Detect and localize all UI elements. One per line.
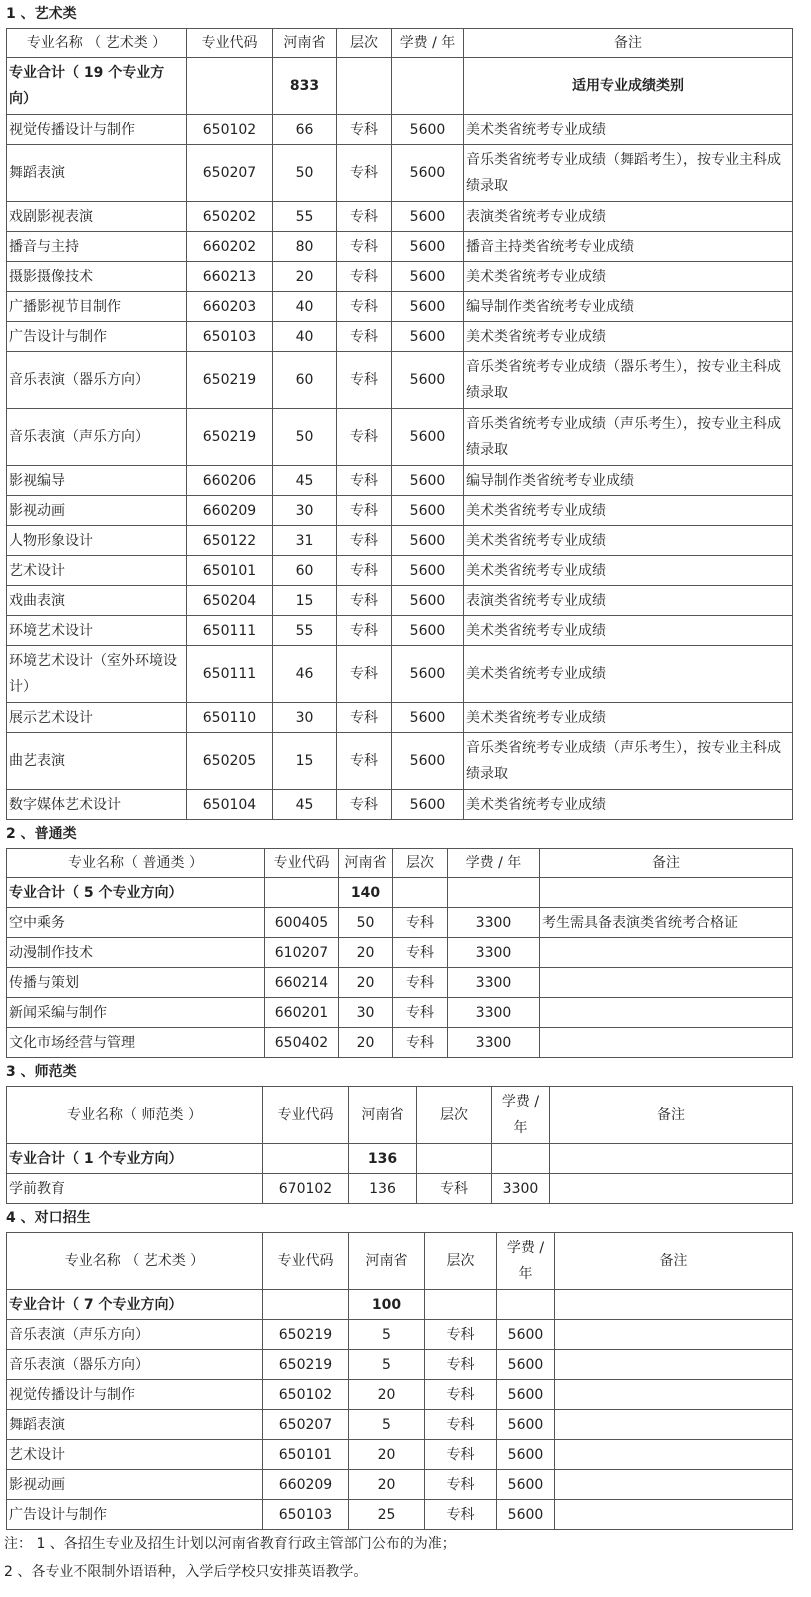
major-name: 展示艺术设计: [7, 703, 187, 733]
major-name: 传播与策划: [7, 968, 265, 998]
major-code: 650207: [187, 145, 273, 202]
level: 专科: [393, 908, 448, 938]
major-name: 环境艺术设计: [7, 616, 187, 646]
table-row: [7, 908, 793, 938]
remark: 表演类省统考专业成绩: [464, 202, 793, 232]
remark: 考生需具备表演类省统考合格证: [540, 908, 793, 938]
tuition-fee: 5600: [392, 352, 464, 409]
level: 专科: [337, 526, 392, 556]
tuition-fee: 5600: [392, 232, 464, 262]
level: 专科: [337, 409, 392, 466]
henan-quota: 50: [273, 409, 337, 466]
remark: 美术类省统考专业成绩: [464, 496, 793, 526]
henan-quota: 136: [349, 1174, 417, 1204]
level: 专科: [337, 496, 392, 526]
header-level: 层次: [417, 1087, 492, 1144]
header-code: 专业代码: [263, 1087, 349, 1144]
tuition-fee: 5600: [392, 790, 464, 820]
total-row: [7, 1290, 793, 1320]
table-row: [7, 496, 793, 526]
tuition-fee: 5600: [392, 145, 464, 202]
header-row: [7, 849, 793, 878]
remark: [540, 968, 793, 998]
major-name: 广告设计与制作: [7, 322, 187, 352]
major-code: 660209: [263, 1470, 349, 1500]
henan-quota: 40: [273, 322, 337, 352]
major-code: 650219: [187, 409, 273, 466]
section-title-general: 2 、普通类: [6, 826, 77, 842]
major-code: 650207: [263, 1410, 349, 1440]
table-row: [7, 586, 793, 616]
footnote-2: 2 、各专业不限制外语语种，入学后学校只安排英语教学。: [4, 1564, 368, 1580]
major-name: 艺术设计: [7, 1440, 263, 1470]
remark: 美术类省统考专业成绩: [464, 115, 793, 145]
level: 专科: [393, 998, 448, 1028]
remark: [540, 1028, 793, 1058]
major-code: 660201: [265, 998, 339, 1028]
level: 专科: [337, 616, 392, 646]
remark: 编导制作类省统考专业成绩: [464, 466, 793, 496]
major-code: 650110: [187, 703, 273, 733]
major-name: 摄影摄像技术: [7, 262, 187, 292]
level: 专科: [337, 556, 392, 586]
table-row: [7, 145, 793, 202]
total-count: 136: [349, 1144, 417, 1174]
total-note: [555, 1290, 793, 1320]
table-row: [7, 232, 793, 262]
major-code: 660214: [265, 968, 339, 998]
major-code: 650102: [187, 115, 273, 145]
footnote-1: 注： 1 、各招生专业及招生计划以河南省教育行政主管部门公布的为准；: [4, 1536, 456, 1552]
total-level: [393, 878, 448, 908]
total-fee: [492, 1144, 550, 1174]
major-code: 650104: [187, 790, 273, 820]
total-row: [7, 878, 793, 908]
level: 专科: [337, 145, 392, 202]
total-code: [263, 1144, 349, 1174]
henan-quota: 20: [349, 1380, 425, 1410]
major-code: 650111: [187, 646, 273, 703]
level: 专科: [337, 703, 392, 733]
tuition-fee: 5600: [392, 526, 464, 556]
major-code: 650122: [187, 526, 273, 556]
level: 专科: [337, 646, 392, 703]
major-name: 文化市场经营与管理: [7, 1028, 265, 1058]
henan-quota: 5: [349, 1320, 425, 1350]
header-level: 层次: [393, 849, 448, 878]
remark: [555, 1440, 793, 1470]
major-code: 650205: [187, 733, 273, 790]
henan-quota: 5: [349, 1410, 425, 1440]
header-note: 备注: [540, 849, 793, 878]
table-row: [7, 1174, 793, 1204]
table-row: [7, 466, 793, 496]
level: 专科: [337, 262, 392, 292]
major-code: 650219: [187, 352, 273, 409]
level: 专科: [337, 115, 392, 145]
henan-quota: 45: [273, 466, 337, 496]
level: 专科: [425, 1320, 497, 1350]
tuition-fee: 3300: [448, 908, 540, 938]
remark: 美术类省统考专业成绩: [464, 526, 793, 556]
table-row: [7, 1320, 793, 1350]
table-row: [7, 703, 793, 733]
major-name: 新闻采编与制作: [7, 998, 265, 1028]
art-table: [6, 28, 793, 820]
total-row: [7, 58, 793, 115]
tuition-fee: 5600: [497, 1380, 555, 1410]
table-row: [7, 322, 793, 352]
level: 专科: [417, 1174, 492, 1204]
header-note: 备注: [550, 1087, 793, 1144]
remark: 音乐类省统考专业成绩（声乐考生），按专业主科成绩录取: [464, 733, 793, 790]
henan-quota: 20: [339, 1028, 393, 1058]
remark: 美术类省统考专业成绩: [464, 646, 793, 703]
table-row: [7, 352, 793, 409]
header-henan: 河南省: [339, 849, 393, 878]
header-henan: 河南省: [349, 1233, 425, 1290]
major-name: 音乐表演（器乐方向）: [7, 352, 187, 409]
table-row: [7, 409, 793, 466]
table-row: [7, 733, 793, 790]
henan-quota: 15: [273, 586, 337, 616]
header-henan: 河南省: [273, 29, 337, 58]
total-note: [540, 878, 793, 908]
remark: [555, 1320, 793, 1350]
tuition-fee: 5600: [392, 733, 464, 790]
section-title-vocational: 4 、对口招生: [6, 1210, 91, 1226]
total-row: [7, 1144, 793, 1174]
major-name: 环境艺术设计（室外环境设计）: [7, 646, 187, 703]
level: 专科: [393, 1028, 448, 1058]
header-name: 专业名称（ 普通类 ）: [7, 849, 265, 878]
total-code: [187, 58, 273, 115]
section-title-art: 1 、艺术类: [6, 6, 77, 22]
henan-quota: 50: [339, 908, 393, 938]
header-fee: 学费 / 年: [492, 1087, 550, 1144]
major-code: 650102: [263, 1380, 349, 1410]
remark: 美术类省统考专业成绩: [464, 703, 793, 733]
total-count: 140: [339, 878, 393, 908]
table-row: [7, 1350, 793, 1380]
total-note: [550, 1144, 793, 1174]
remark: 音乐类省统考专业成绩（器乐考生），按专业主科成绩录取: [464, 352, 793, 409]
henan-quota: 50: [273, 145, 337, 202]
total-count: 100: [349, 1290, 425, 1320]
henan-quota: 20: [339, 938, 393, 968]
henan-quota: 40: [273, 292, 337, 322]
tuition-fee: 5600: [392, 292, 464, 322]
level: 专科: [337, 232, 392, 262]
henan-quota: 20: [339, 968, 393, 998]
table-row: [7, 1440, 793, 1470]
tuition-fee: 5600: [392, 262, 464, 292]
remark: 美术类省统考专业成绩: [464, 616, 793, 646]
major-name: 影视动画: [7, 496, 187, 526]
major-name: 影视动画: [7, 1470, 263, 1500]
header-level: 层次: [425, 1233, 497, 1290]
header-row: [7, 1087, 793, 1144]
tuition-fee: 3300: [448, 938, 540, 968]
major-code: 650103: [187, 322, 273, 352]
major-name: 艺术设计: [7, 556, 187, 586]
header-fee: 学费 / 年: [392, 29, 464, 58]
table-row: [7, 616, 793, 646]
major-name: 视觉传播设计与制作: [7, 115, 187, 145]
henan-quota: 15: [273, 733, 337, 790]
remark: [555, 1500, 793, 1530]
total-fee: [497, 1290, 555, 1320]
remark: [555, 1350, 793, 1380]
tuition-fee: 5600: [497, 1470, 555, 1500]
header-note: 备注: [464, 29, 793, 58]
normal-table: [6, 1086, 793, 1204]
tuition-fee: 3300: [448, 1028, 540, 1058]
table-row: [7, 292, 793, 322]
remark: 表演类省统考专业成绩: [464, 586, 793, 616]
level: 专科: [337, 352, 392, 409]
henan-quota: 45: [273, 790, 337, 820]
major-code: 650101: [187, 556, 273, 586]
henan-quota: 30: [339, 998, 393, 1028]
major-name: 音乐表演（器乐方向）: [7, 1350, 263, 1380]
remark: 音乐类省统考专业成绩（声乐考生），按专业主科成绩录取: [464, 409, 793, 466]
tuition-fee: 5600: [497, 1440, 555, 1470]
tuition-fee: 5600: [392, 409, 464, 466]
tuition-fee: 5600: [392, 496, 464, 526]
total-name: 专业合计（ 1 个专业方向）: [7, 1144, 263, 1174]
major-name: 数字媒体艺术设计: [7, 790, 187, 820]
tuition-fee: 5600: [497, 1500, 555, 1530]
table-row: [7, 115, 793, 145]
total-code: [263, 1290, 349, 1320]
vocational-table: [6, 1232, 793, 1530]
major-code: 650202: [187, 202, 273, 232]
major-name: 音乐表演（声乐方向）: [7, 1320, 263, 1350]
header-row: [7, 1233, 793, 1290]
major-code: 660213: [187, 262, 273, 292]
header-row: [7, 29, 793, 58]
major-name: 曲艺表演: [7, 733, 187, 790]
henan-quota: 30: [273, 496, 337, 526]
total-name: 专业合计（ 5 个专业方向）: [7, 878, 265, 908]
header-name: 专业名称 （ 艺术类 ）: [7, 29, 187, 58]
level: 专科: [337, 586, 392, 616]
major-code: 650111: [187, 616, 273, 646]
major-code: 650219: [263, 1350, 349, 1380]
henan-quota: 5: [349, 1350, 425, 1380]
major-code: 670102: [263, 1174, 349, 1204]
tuition-fee: 5600: [392, 586, 464, 616]
header-fee: 学费 / 年: [448, 849, 540, 878]
henan-quota: 20: [349, 1470, 425, 1500]
remark: 美术类省统考专业成绩: [464, 322, 793, 352]
table-row: [7, 998, 793, 1028]
tuition-fee: 5600: [392, 646, 464, 703]
henan-quota: 20: [273, 262, 337, 292]
major-name: 学前教育: [7, 1174, 263, 1204]
tuition-fee: 5600: [392, 322, 464, 352]
remark: [555, 1380, 793, 1410]
major-code: 650219: [263, 1320, 349, 1350]
total-fee: [448, 878, 540, 908]
major-name: 广播影视节目制作: [7, 292, 187, 322]
tuition-fee: 5600: [392, 616, 464, 646]
header-level: 层次: [337, 29, 392, 58]
remark: 美术类省统考专业成绩: [464, 556, 793, 586]
major-code: 600405: [265, 908, 339, 938]
tuition-fee: 5600: [497, 1410, 555, 1440]
header-code: 专业代码: [187, 29, 273, 58]
level: 专科: [425, 1470, 497, 1500]
henan-quota: 55: [273, 202, 337, 232]
major-name: 视觉传播设计与制作: [7, 1380, 263, 1410]
level: 专科: [425, 1440, 497, 1470]
tuition-fee: 5600: [392, 466, 464, 496]
header-henan: 河南省: [349, 1087, 417, 1144]
header-name: 专业名称 （ 艺术类 ）: [7, 1233, 263, 1290]
total-note: 适用专业成绩类别: [464, 58, 793, 115]
table-row: [7, 262, 793, 292]
total-count: 833: [273, 58, 337, 115]
level: 专科: [337, 733, 392, 790]
henan-quota: 80: [273, 232, 337, 262]
tuition-fee: 3300: [492, 1174, 550, 1204]
henan-quota: 20: [349, 1440, 425, 1470]
level: 专科: [425, 1410, 497, 1440]
total-level: [425, 1290, 497, 1320]
tuition-fee: 5600: [392, 115, 464, 145]
table-row: [7, 1028, 793, 1058]
total-fee: [392, 58, 464, 115]
major-name: 戏剧影视表演: [7, 202, 187, 232]
total-name: 专业合计（ 7 个专业方向）: [7, 1290, 263, 1320]
level: 专科: [337, 322, 392, 352]
table-row: [7, 1410, 793, 1440]
tuition-fee: 5600: [392, 556, 464, 586]
major-name: 舞蹈表演: [7, 145, 187, 202]
remark: [550, 1174, 793, 1204]
table-row: [7, 1500, 793, 1530]
table-row: [7, 1380, 793, 1410]
tuition-fee: 3300: [448, 998, 540, 1028]
table-row: [7, 790, 793, 820]
total-name: 专业合计（ 19 个专业方向）: [7, 58, 187, 115]
tuition-fee: 5600: [392, 202, 464, 232]
table-row: [7, 556, 793, 586]
major-code: 660202: [187, 232, 273, 262]
major-code: 650103: [263, 1500, 349, 1530]
level: 专科: [393, 968, 448, 998]
major-name: 播音与主持: [7, 232, 187, 262]
remark: [555, 1410, 793, 1440]
table-row: [7, 526, 793, 556]
major-name: 广告设计与制作: [7, 1500, 263, 1530]
henan-quota: 31: [273, 526, 337, 556]
remark: 编导制作类省统考专业成绩: [464, 292, 793, 322]
henan-quota: 55: [273, 616, 337, 646]
major-name: 音乐表演（声乐方向）: [7, 409, 187, 466]
tuition-fee: 5600: [392, 703, 464, 733]
tuition-fee: 3300: [448, 968, 540, 998]
major-code: 660203: [187, 292, 273, 322]
henan-quota: 30: [273, 703, 337, 733]
henan-quota: 60: [273, 556, 337, 586]
major-code: 610207: [265, 938, 339, 968]
header-code: 专业代码: [263, 1233, 349, 1290]
table-row: [7, 1470, 793, 1500]
major-code: 650204: [187, 586, 273, 616]
major-name: 人物形象设计: [7, 526, 187, 556]
major-name: 空中乘务: [7, 908, 265, 938]
header-name: 专业名称（ 师范类 ）: [7, 1087, 263, 1144]
header-note: 备注: [555, 1233, 793, 1290]
general-table: [6, 848, 793, 1058]
remark: 美术类省统考专业成绩: [464, 262, 793, 292]
level: 专科: [337, 466, 392, 496]
level: 专科: [425, 1500, 497, 1530]
major-name: 影视编导: [7, 466, 187, 496]
level: 专科: [337, 202, 392, 232]
table-row: [7, 938, 793, 968]
major-code: 650101: [263, 1440, 349, 1470]
level: 专科: [425, 1350, 497, 1380]
remark: [540, 938, 793, 968]
henan-quota: 46: [273, 646, 337, 703]
major-name: 戏曲表演: [7, 586, 187, 616]
remark: [540, 998, 793, 1028]
henan-quota: 60: [273, 352, 337, 409]
henan-quota: 66: [273, 115, 337, 145]
remark: 音乐类省统考专业成绩（舞蹈考生），按专业主科成绩录取: [464, 145, 793, 202]
header-code: 专业代码: [265, 849, 339, 878]
table-row: [7, 968, 793, 998]
total-level: [417, 1144, 492, 1174]
major-code: 660209: [187, 496, 273, 526]
total-code: [265, 878, 339, 908]
table-row: [7, 646, 793, 703]
major-code: 650402: [265, 1028, 339, 1058]
level: 专科: [337, 292, 392, 322]
major-name: 动漫制作技术: [7, 938, 265, 968]
header-fee: 学费 / 年: [497, 1233, 555, 1290]
level: 专科: [337, 790, 392, 820]
tuition-fee: 5600: [497, 1350, 555, 1380]
henan-quota: 25: [349, 1500, 425, 1530]
major-name: 舞蹈表演: [7, 1410, 263, 1440]
table-row: [7, 202, 793, 232]
major-code: 660206: [187, 466, 273, 496]
tuition-fee: 5600: [497, 1320, 555, 1350]
section-title-normal: 3 、师范类: [6, 1064, 77, 1080]
remark: 美术类省统考专业成绩: [464, 790, 793, 820]
level: 专科: [393, 938, 448, 968]
remark: [555, 1470, 793, 1500]
level: 专科: [425, 1380, 497, 1410]
total-level: [337, 58, 392, 115]
remark: 播音主持类省统考专业成绩: [464, 232, 793, 262]
